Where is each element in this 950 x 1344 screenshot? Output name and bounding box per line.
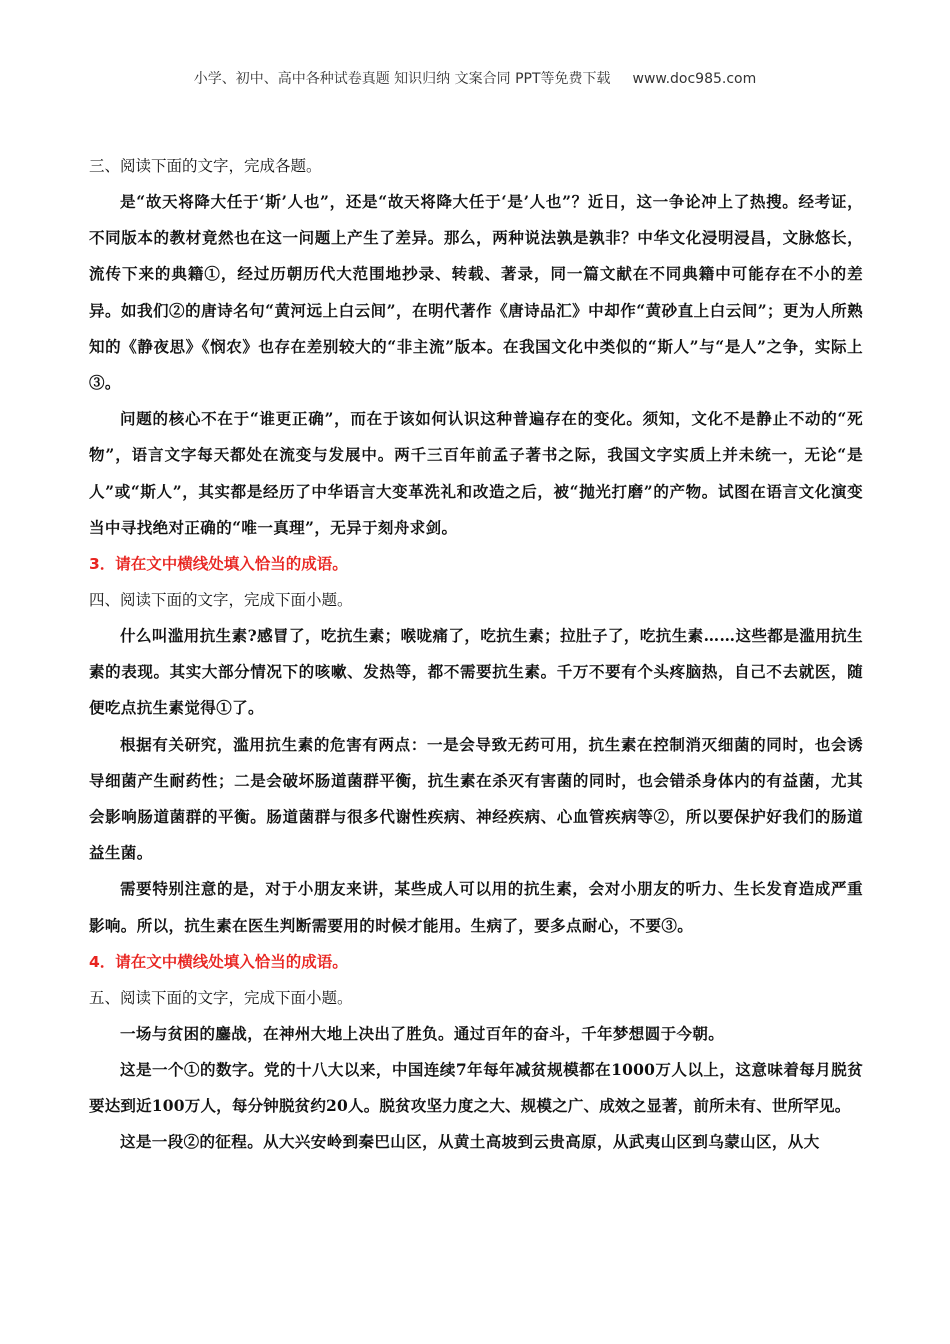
- paragraph: 需要特别注意的是，对于小朋友来讲，某些成人可以用的抗生素，会对小朋友的听力、生长发育造成严重影响。所以，抗生素在医生判断需要用的时候才能用。生病了，要多点耐心，不要③。: [89, 879, 863, 935]
- paragraph: 什么叫滥用抗生素?感冒了，吃抗生素；喉咙痛了，吃抗生素；拉肚子了，吃抗生素……这些都是滥用抗生素的表现。其实大部分情况下的咳嗽、发热等，都不需要抗生素。千万不要有个头疼脑热，自己不去就医，随便吃点抗生素觉得①了。: [89, 626, 863, 718]
- section-heading-3: 三、阅读下面的文字，完成各题。: [89, 157, 322, 175]
- paragraph: 问题的核心不在于“谁更正确”，而在于该如何认识这种普遍存在的变化。须知，文化不是静止不动的“死物”，语言文字每天都处在流变与发展中。两千三百年前孟子著书之际，我国文字实质上并未统一，无论“是人”或“斯人”，其实都是经历了中华语言大变革洗礼和改造之后，被“抛光打磨”的产物。试图在语言文化演变当中寻找绝对正确的“唯一真理”，无异于刻舟求剑。: [89, 409, 863, 537]
- paragraph: 这是一段②的征程。从大兴安岭到秦巴山区，从黄土高坡到云贵高原，从武夷山区到乌蒙山区，从大: [120, 1132, 820, 1152]
- page-header: [0, 68, 950, 88]
- section-heading-5: 五、阅读下面的文字，完成下面小题。: [89, 988, 353, 1007]
- paragraph: 一场与贫困的鏖战，在神州大地上决出了胜负。通过百年的奋斗，千年梦想圆于今朝。: [120, 1023, 725, 1043]
- header-url: www.doc985.com: [632, 71, 757, 87]
- paragraph: 这是一个①的数字。党的十八大以来，中国连续7年每年减贫规模都在1000万人以上，这意味着每月脱贫要达到近100万人，每分钟脱贫约20人。脱贫攻坚力度之大、规模之广、成效之显著，前所未有、世所罕见。: [89, 1060, 863, 1116]
- section-heading-4: 四、阅读下面的文字，完成下面小题。: [89, 591, 353, 610]
- header-title: 小学、初中、高中各种试卷真题 知识归纳 文案合同 PPT等免费下载: [193, 71, 611, 87]
- question-4: 4．请在文中横线处填入恰当的成语。: [89, 952, 348, 971]
- paragraph: 是“故天将降大任于‘斯’人也”，还是“故天将降大任于‘是’人也”？近日，这一争论冲上了热搜。经考证，不同版本的教材竟然也在这一问题上产生了差异。那么，两种说法孰是孰非？中华文化浸明浸昌，文脉悠长，流传下来的典籍①，经过历朝历代大范围地抄录、转载、著录，同一篇文献在不同典籍中可能存在不小的差异。如我们②的唐诗名句“黄河远上白云间”，在明代著作《唐诗品汇》中却作“黄砂直上白云间”；更为人所熟知的《静夜思》《悯农》也存在差别较大的“非主流”版本。在我国文化中类似的“斯人”与“是人”之争，实际上③。: [89, 192, 863, 393]
- question-3: 3．请在文中横线处填入恰当的成语。: [89, 555, 348, 574]
- paragraph: 根据有关研究，滥用抗生素的危害有两点：一是会导致无药可用，抗生素在控制消灭细菌的同时，也会诱导细菌产生耐药性；二是会破坏肠道菌群平衡，抗生素在杀灭有害菌的同时，也会错杀身体内的有益菌，尤其会影响肠道菌群的平衡。肠道菌群与很多代谢性疾病、神经疾病、心血管疾病等②，所以要保护好我们的肠道益生菌。: [89, 734, 863, 863]
- document-body: [89, 148, 863, 1161]
